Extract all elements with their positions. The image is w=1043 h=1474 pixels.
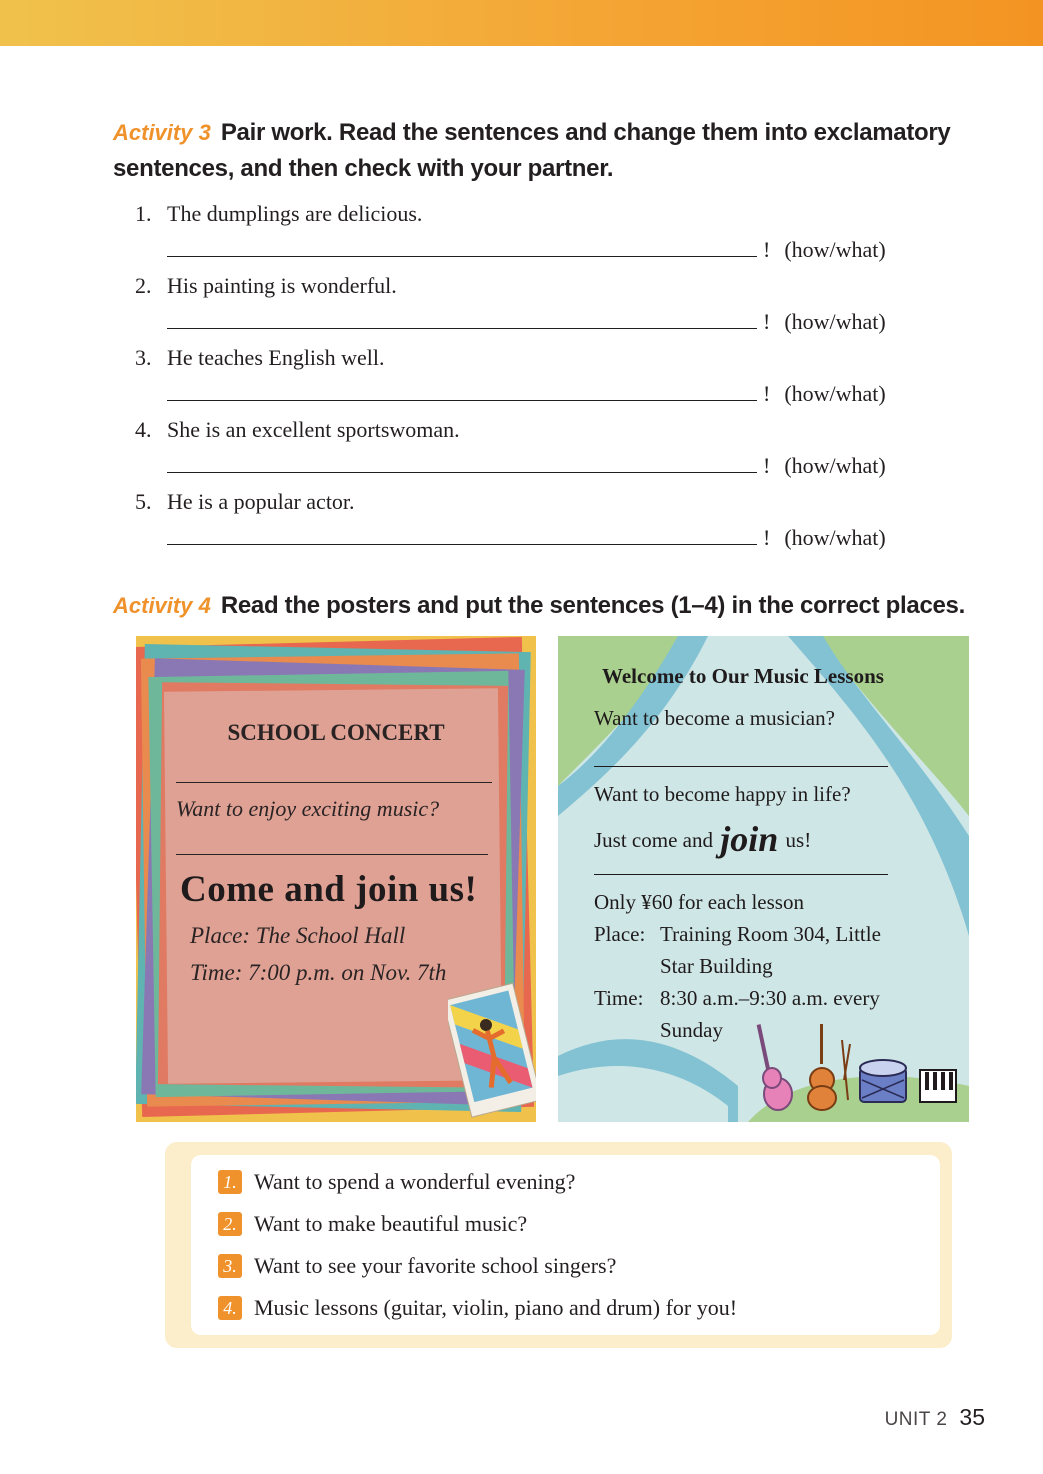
lessons-price: Only ¥60 for each lesson bbox=[594, 890, 804, 914]
poster-blank[interactable] bbox=[594, 766, 888, 767]
list-item: 1. The dumplings are delicious. bbox=[135, 201, 423, 226]
page-number: 35 bbox=[959, 1404, 985, 1430]
lessons-time: Time: 8:30 a.m.–9:30 a.m. every bbox=[594, 986, 880, 1010]
list-item: 2. Want to make beautiful music? bbox=[218, 1210, 527, 1238]
lessons-time-cont: Sunday bbox=[660, 1018, 723, 1042]
list-item: 3. Want to see your favorite school singers? bbox=[218, 1252, 616, 1280]
item-text: The dumplings are delicious. bbox=[167, 201, 423, 226]
item-text: He teaches English well. bbox=[167, 345, 385, 370]
hint: (how/what) bbox=[784, 381, 886, 406]
activity4-tag: Activity 4 bbox=[113, 593, 211, 618]
concert-poster bbox=[136, 636, 536, 1122]
poster-blank[interactable] bbox=[594, 874, 888, 875]
dancer-picture-icon bbox=[448, 976, 536, 1122]
answer-blank[interactable] bbox=[167, 524, 757, 545]
number-badge: 4. bbox=[218, 1296, 242, 1320]
list-item: 1. Want to spend a wonderful evening? bbox=[218, 1168, 575, 1196]
lessons-line2: Want to become happy in life? bbox=[594, 782, 851, 806]
lessons-poster bbox=[558, 636, 969, 1122]
item-text: He is a popular actor. bbox=[167, 489, 355, 514]
activity4-instruction: Read the posters and put the sentences (1–4) in the correct places. bbox=[220, 592, 965, 619]
answer-row: ! (how/what) bbox=[167, 452, 886, 480]
piano-icon bbox=[920, 1070, 956, 1102]
list-item: 4. She is an excellent sportswoman. bbox=[135, 417, 460, 442]
list-item: 5. He is a popular actor. bbox=[135, 489, 355, 514]
concert-question: Want to enjoy exciting music? bbox=[176, 796, 440, 821]
hint: (how/what) bbox=[784, 309, 886, 334]
item-text: His painting is wonderful. bbox=[167, 273, 397, 298]
answer-blank[interactable] bbox=[167, 308, 757, 329]
lessons-place-cont: Star Building bbox=[660, 954, 773, 978]
concert-time: Time: 7:00 p.m. on Nov. 7th bbox=[190, 960, 447, 985]
hint: (how/what) bbox=[784, 525, 886, 550]
list-item: 2. His painting is wonderful. bbox=[135, 273, 397, 298]
hint: (how/what) bbox=[784, 453, 886, 478]
top-banner bbox=[0, 0, 1043, 46]
answer-row: ! (how/what) bbox=[167, 236, 886, 264]
answer-blank[interactable] bbox=[167, 452, 757, 473]
answer-row: ! (how/what) bbox=[167, 524, 886, 552]
activity4-heading bbox=[113, 588, 993, 624]
number-badge: 2. bbox=[218, 1212, 242, 1236]
answer-blank[interactable] bbox=[167, 380, 757, 401]
lessons-line1: Want to become a musician? bbox=[594, 706, 835, 730]
concert-title: SCHOOL CONCERT bbox=[227, 720, 445, 745]
item-text: She is an excellent sportswoman. bbox=[167, 417, 460, 442]
violin-icon bbox=[808, 1024, 850, 1110]
list-item: 4. Music lessons (guitar, violin, piano and drum) for you! bbox=[218, 1294, 737, 1322]
answer-row: ! (how/what) bbox=[167, 308, 886, 336]
activity3-instruction: Pair work. Read the sentences and change them into exclamatory sentences, and then check with your partner. bbox=[113, 119, 951, 182]
instruments-icon bbox=[750, 1020, 966, 1116]
concert-slogan: Come and join us! bbox=[180, 869, 478, 910]
join-word: join bbox=[720, 819, 779, 859]
hint: (how/what) bbox=[784, 237, 886, 262]
poster-blank[interactable] bbox=[176, 854, 488, 855]
concert-place: Place: The School Hall bbox=[190, 923, 406, 948]
activity3-tag: Activity 3 bbox=[113, 120, 211, 145]
activity3-heading bbox=[113, 115, 993, 187]
poster-blank[interactable] bbox=[176, 782, 492, 783]
number-badge: 1. bbox=[218, 1170, 242, 1194]
answer-blank[interactable] bbox=[167, 236, 757, 257]
lessons-join-line: Just come and join us! bbox=[594, 819, 812, 859]
unit-label: UNIT 2 bbox=[884, 1409, 948, 1430]
drum-icon bbox=[860, 1060, 906, 1102]
list-item: 3. He teaches English well. bbox=[135, 345, 385, 370]
page-footer bbox=[885, 1404, 985, 1431]
lessons-place: Place: Training Room 304, Little bbox=[594, 922, 881, 946]
answer-row: ! (how/what) bbox=[167, 380, 886, 408]
lessons-title: Welcome to Our Music Lessons bbox=[602, 664, 884, 688]
guitar-icon bbox=[757, 1024, 792, 1110]
number-badge: 3. bbox=[218, 1254, 242, 1278]
